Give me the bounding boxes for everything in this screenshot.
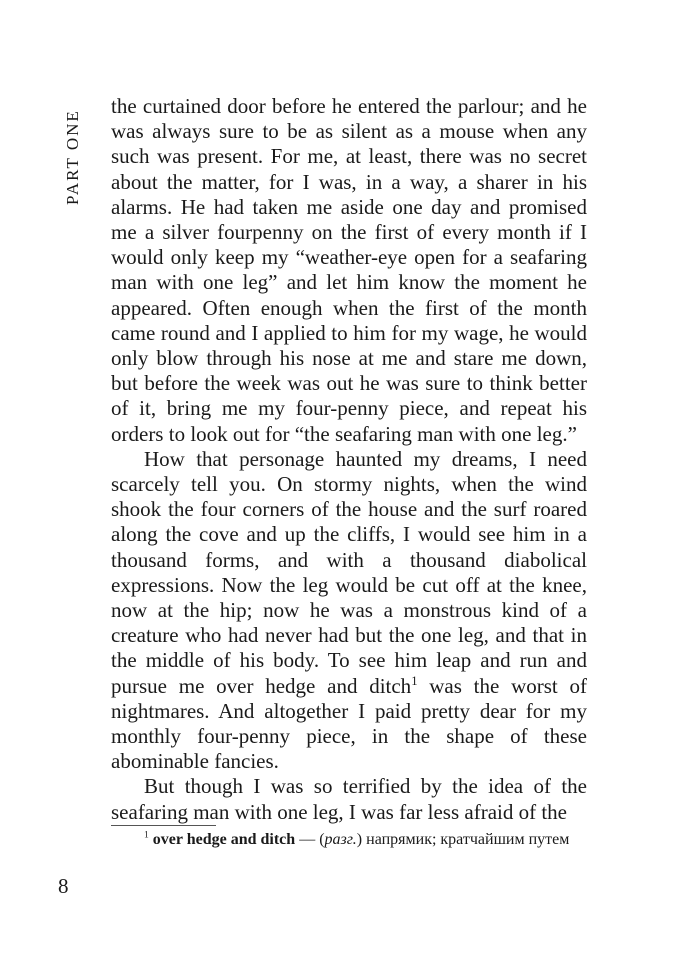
running-head: PART ONE bbox=[63, 109, 82, 205]
footnote bbox=[111, 829, 587, 851]
footnote-term: over hedge and ditch bbox=[152, 831, 296, 848]
footnote-reference: 1 bbox=[411, 673, 418, 688]
paragraph-3: But though I was so terrified by the idea of the seafaring man with one leg, I was far less afraid of the bbox=[111, 774, 587, 824]
page-number: 8 bbox=[58, 874, 69, 898]
footnote-divider bbox=[111, 825, 216, 826]
footnote-usage-note: разг. bbox=[324, 831, 357, 848]
paragraph-2-text-continued: was the worst of nightmares. And altogether I paid pretty dear for my monthly four-penny piece, in the shape of these abominable fancies. bbox=[111, 673, 587, 774]
paragraph-2-text: How that personage haunted my dreams, I need scarcely tell you. On stormy nights, when the wind shook the four corners of the house and the surf roared along the cove and up the cliffs, I would see him in a thousand forms, and with a thousand diabolical expressions. Now the leg would be cut off at the knee, now at the hip; now he was a monstrous kind of a creature who had never had but the one leg, and that in the middle of his body. To see him leap and run and pursue me over hedge and ditch bbox=[111, 446, 587, 698]
paragraph-1: the curtained door before he entered the parlour; and he was always sure to be as silent as a mouse when any such was present. For me, at least, there was no secret about the matter, for I was, in a way, a sharer in his alarms. He had taken me aside one day and promised me a silver fourpenny on the first of every month if I would only keep my “weather-eye open for a seafaring man with one leg” and let him know the moment he appeared. Often enough when the first of the month came round and I applied to him for my wage, he would only blow through his nose at me and stare me down, but before the week was out he was sure to think better of it, bring me my four-penny piece, and repeat his orders to look out for “the seafaring man with one leg.” bbox=[111, 94, 587, 446]
footnote-dash: — ( bbox=[295, 831, 325, 848]
footnote-marker: 1 bbox=[144, 829, 149, 841]
body-text bbox=[111, 94, 587, 825]
footnote-gloss: ) напрямик; кратчайшим путем bbox=[356, 831, 570, 848]
paragraph-2 bbox=[111, 447, 587, 775]
